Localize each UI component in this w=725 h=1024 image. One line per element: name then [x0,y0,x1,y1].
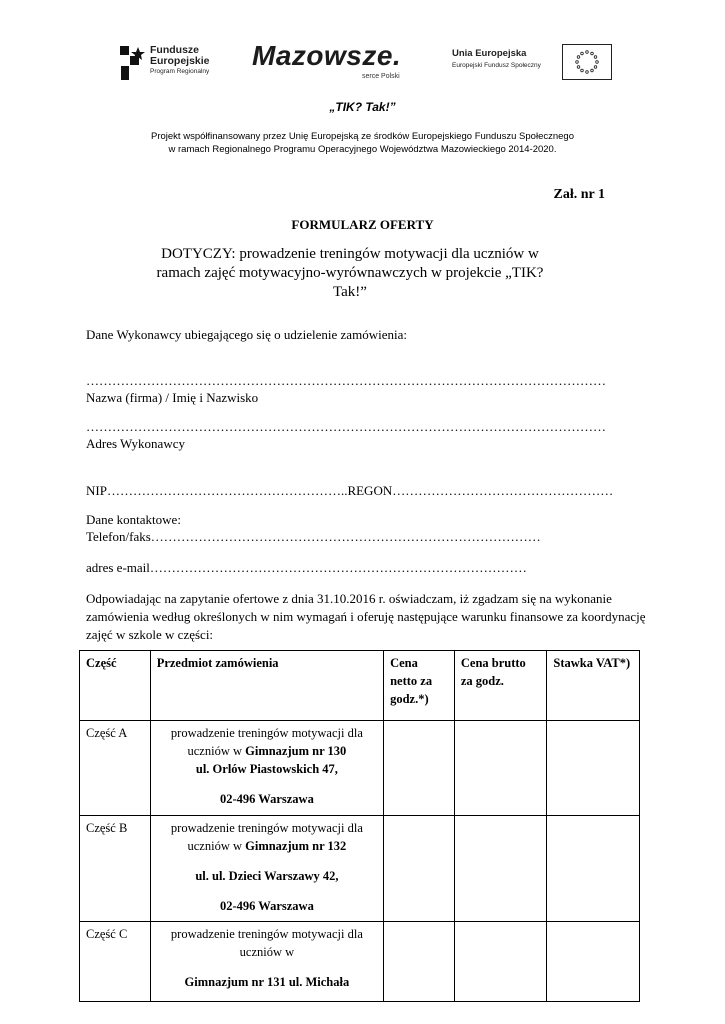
row-part: Część A [80,721,151,816]
fe-stars-icon [118,44,146,82]
phone-field[interactable]: Telefon/faks……………………………………………………………………………… [86,529,541,544]
table-row [80,721,640,816]
table-row [80,816,640,922]
header-net-price: Cena netto za godz.*) [384,651,455,721]
gross-price-cell[interactable] [454,816,547,922]
row-desc: prowadzenie treningów motywacji dla uczniów w [170,726,363,758]
nip-regon-field[interactable]: NIP………………………………………………..REGON…………………………………………… [86,483,614,498]
form-subject: DOTYCZY: prowadzenie treningów motywacji dla uczniów w ramach zajęć motywacyjno-wyrównawczych w projekcie „TIK? Tak!” [156,246,544,300]
row-city: 02-496 Warszawa [219,792,314,806]
table-row [80,922,640,1002]
fe-logo-line1: Fundusze [150,44,199,56]
vat-cell[interactable] [547,816,640,922]
row-school: Gimnazjum nr 131 ul. Michała [184,975,350,989]
contact-label: Dane kontaktowe: [86,512,181,527]
declaration-text: Odpowiadając na zapytanie ofertowe z dnia 31.10.2016 r. oświadczam, iż zgadzam się na wykonanie zamówienia według określonych w nim wymagań i oferuję następujące warunku finansowe za koordynację zajęć w szkole w części: [86,591,646,642]
header-vat: Stawka VAT*) [547,651,640,721]
mazowsze-logo [252,40,422,86]
row-part: Część B [80,816,151,922]
mazowsze-wordmark: Mazowsze. [252,40,402,71]
row-subject [150,816,383,922]
address-label: Adres Wykonawcy [86,436,185,451]
form-title: FORMULARZ OFERTY [291,217,434,232]
net-price-cell[interactable] [384,721,455,816]
fe-logo-line3: Program Regionalny [150,68,210,75]
net-price-cell[interactable] [384,922,455,1002]
offer-table [79,650,640,1002]
mazowsze-tagline: serce Polski [362,73,400,80]
eu-logo-line2: Europejski Fundusz Społeczny [452,62,541,69]
row-desc: prowadzenie treningów motywacji dla uczniów w [170,927,363,959]
vat-cell[interactable] [547,721,640,816]
fundusze-europejskie-logo [118,44,238,84]
row-street: ul. ul. Dzieci Warszawy 42, [195,869,339,883]
cofinancing-line2: w ramach Regionalnego Programu Operacyjnego Województwa Mazowieckiego 2014-2020. [168,143,557,155]
row-school: Gimnazjum nr 132 [245,839,347,853]
row-subject [150,922,383,1002]
vat-cell[interactable] [547,922,640,1002]
table-header-row [80,651,640,721]
row-city: 02-496 Warszawa [219,899,314,913]
net-price-cell[interactable] [384,816,455,922]
fe-logo-line2: Europejskie [150,55,210,67]
contractor-intro: Dane Wykonawcy ubiegającego się o udzielenie zamówienia: [86,327,407,342]
header-gross-price: Cena brutto za godz. [454,651,547,721]
gross-price-cell[interactable] [454,922,547,1002]
name-label: Nazwa (firma) / Imię i Nazwisko [86,390,259,405]
eu-flag-icon [562,44,612,80]
header-subject: Przedmiot zamówienia [150,651,383,721]
attachment-number: Zał. nr 1 [553,187,605,202]
gross-price-cell[interactable] [454,721,547,816]
eu-logo [452,44,612,86]
address-dotted-field[interactable]: ………………………………………………………………………………………………………… [86,419,606,434]
cofinancing-note [0,131,725,156]
row-part: Część C [80,922,151,1002]
email-field[interactable]: adres e-mail…………………………………………………………………………… [86,560,527,575]
cofinancing-line1: Projekt współfinansowany przez Unię Europejską ze środków Europejskiego Funduszu Społecznego [151,131,574,142]
name-dotted-field[interactable]: ………………………………………………………………………………………………………… [86,373,606,388]
eu-logo-line1: Unia Europejska [452,48,527,59]
row-subject [150,721,383,816]
row-desc: prowadzenie treningów motywacji dla uczniów w [170,821,363,853]
header-part: Część [80,651,151,721]
row-street: ul. Orlów Piastowskich 47, [195,762,338,776]
row-school: Gimnazjum nr 130 [245,744,347,758]
project-title: „TIK? Tak!” [329,100,396,114]
